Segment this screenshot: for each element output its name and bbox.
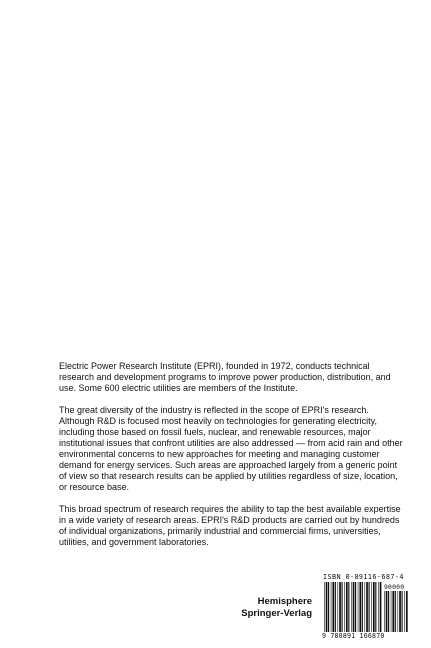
barcode-bar [378, 582, 379, 632]
barcode [322, 582, 408, 642]
barcode-bar [404, 591, 405, 632]
barcode-bar [369, 582, 370, 632]
barcode-bar [332, 582, 334, 632]
barcode-bar [328, 582, 329, 632]
paragraph-research-expertise: This broad spectrum of research requires the ability to tap the best available expertise in a wide variety of research areas. EPRI's R&D products are carried out by hundreds of individual organizations, primarily industrial and commercial firms, universities, utilities, and government laboratories. [59, 504, 401, 547]
barcode-addon-digits: 90000 [384, 583, 405, 591]
publisher-names [228, 596, 312, 620]
barcode-bar [353, 582, 355, 632]
barcode-bar [380, 582, 382, 632]
isbn-label: ISBN 0-89116-687-4 [323, 573, 404, 581]
barcode-bar [351, 582, 352, 632]
back-cover-text [59, 361, 405, 559]
barcode-bar [359, 582, 361, 632]
barcode-bar [358, 582, 359, 632]
publisher-hemisphere: Hemisphere [257, 596, 312, 607]
barcode-bar [339, 582, 341, 632]
barcode-bar [406, 591, 408, 632]
barcode-bar [371, 582, 372, 632]
barcode-bar [344, 582, 345, 632]
barcode-bar [402, 591, 403, 632]
barcode-bar [395, 591, 396, 632]
barcode-bar [386, 591, 388, 632]
barcode-bar [342, 582, 343, 632]
barcode-bar [326, 582, 328, 632]
barcode-bar [324, 582, 325, 632]
barcode-bar [384, 591, 385, 632]
barcode-bar [346, 582, 348, 632]
barcode-bar [366, 582, 368, 632]
barcode-bar [338, 582, 339, 632]
paragraph-about-epri: Electric Power Research Institute (EPRI), founded in 1972, conducts technical research and development programs to improve power production, distribution, and use. Some 600 electric utilities are members of the Institute. [59, 361, 391, 393]
barcode-bar [362, 582, 363, 632]
barcode-bar [375, 582, 376, 632]
barcode-bar [388, 591, 389, 632]
barcode-bar [365, 582, 366, 632]
publisher-springer-verlag: Springer-Verlag [241, 608, 312, 619]
barcode-bar [331, 582, 332, 632]
barcode-bar [348, 582, 349, 632]
barcode-main-digits: 9 780891 166870 [322, 632, 385, 640]
barcode-bar [355, 582, 356, 632]
barcode-bar [399, 591, 401, 632]
paragraph-research-scope: The great diversity of the industry is reflected in the scope of EPRI's research. Although R&D is focused most heavily on technologies for generating electricity, including those based on fossil fuels, nuclear, and renewable resources, major institutional issues that confront utilities are also addressed — from acid rain and other environmental concerns to new approaches for meeting and managing customer demand for energy services. Such areas are approached largely from a generic point of view so that research results can be applied by utilities regardless of size, location, or resource base. [59, 405, 403, 492]
barcode-bar [391, 591, 392, 632]
barcode-bar [392, 591, 394, 632]
barcode-bar [335, 582, 336, 632]
barcode-bar [373, 582, 375, 632]
barcode-bar [398, 591, 399, 632]
